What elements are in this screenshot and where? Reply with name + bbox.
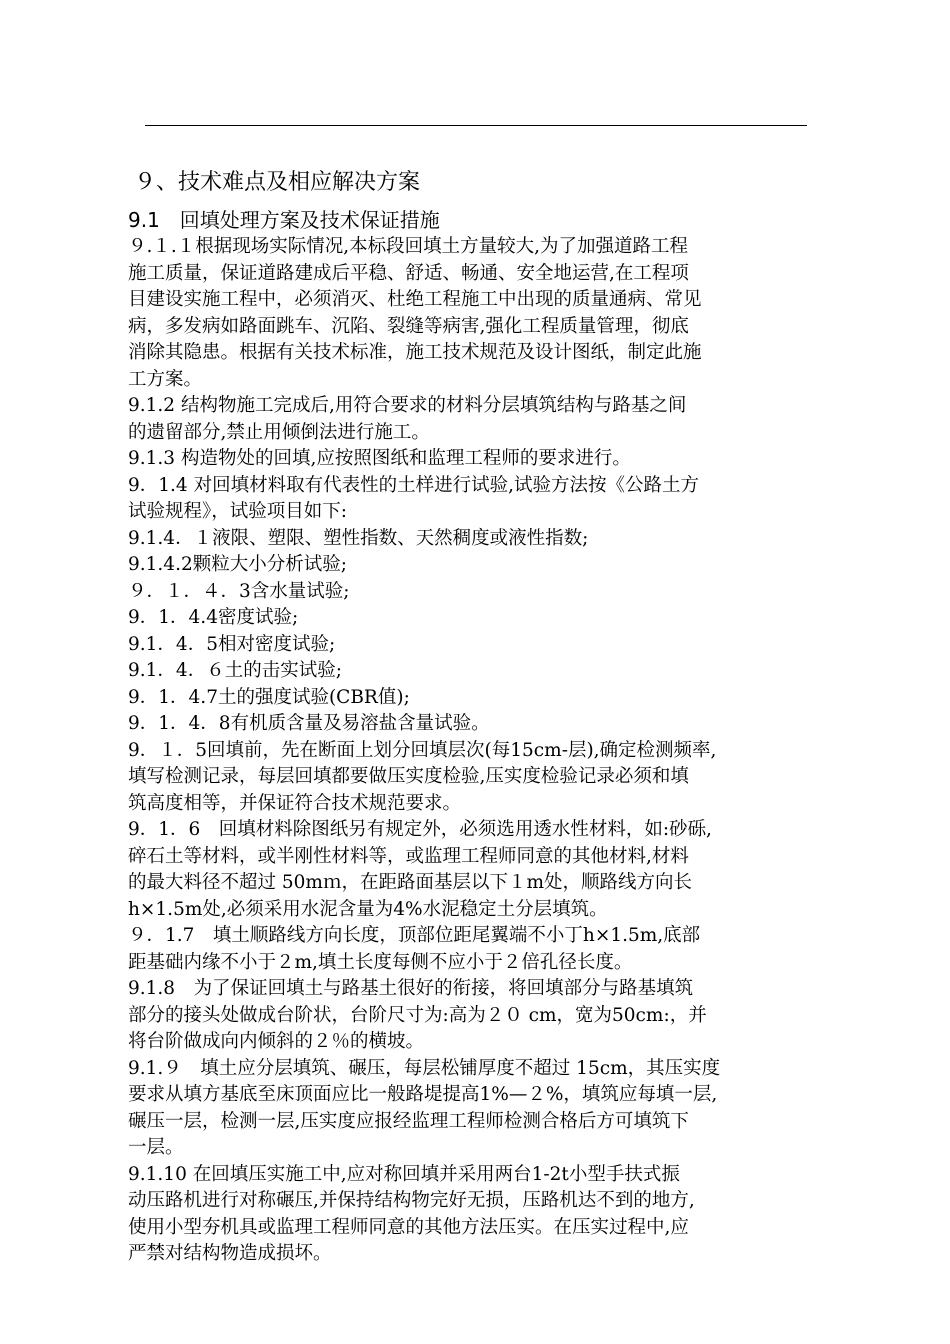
text-line: 筑高度相等，并保证符合技术规范要求。 <box>128 792 462 814</box>
text-line: h×1.5m处,必须采用水泥含量为4%水泥稳定土分层填筑。 <box>128 898 608 920</box>
text-line: 病，多发病如路面跳车、沉陷、裂缝等病害,强化工程质量管理，彻底 <box>128 315 689 337</box>
text-line: 9.1.4.2颗粒大小分析试验; <box>128 554 347 575</box>
text-line: 的最大料径不超过 50mｍ，在距路面基层以下１m处，顺路线方向长 <box>128 872 693 893</box>
text-line: 9．1．6 回填材料除图纸另有规定外，必须选用透水性材料，如:砂砾, <box>128 819 712 840</box>
text-line: 消除其隐患。根据有关技术标准，施工技术规范及设计图纸，制定此施 <box>128 342 702 363</box>
text-line: ９.１.１根据现场实际情况,本标段回填土方量较大,为了加强道路工程 <box>128 236 689 257</box>
text-line: 9.1．4．６土的击实试验; <box>128 660 342 681</box>
paragraph-lines <box>128 234 840 1268</box>
text-line: 严禁对结构物造成损坏。 <box>128 1243 332 1264</box>
text-line: 动压路机进行对称碾压,并保持结构物完好无损，压路机达不到的地方, <box>128 1190 695 1211</box>
subsection-title: 9.1 回填处理方案及技术保证措施 <box>128 208 440 232</box>
text-line: 9.1.10 在回填压实施工中,应对称回填并采用两台1-2t小型手扶式振 <box>128 1163 680 1185</box>
text-line: 工方案。 <box>128 368 203 390</box>
text-line: 9．1．4.4密度试验; <box>128 607 299 628</box>
text-line: 一层。 <box>128 1137 184 1158</box>
text-line: 填写检测记录，每层回填都要做压实度检验,压实度检验记录必须和填 <box>128 766 689 787</box>
text-line: 9.1.2 结构物施工完成后,用符合要求的材料分层填筑结构与路基之间 <box>128 395 687 416</box>
text-line: ９．1.7 填土顺路线方向长度，顶部位距尾翼端不小丁h×1.5m,底部 <box>128 925 701 946</box>
text-line: 9.1．4．5相对密度试验; <box>128 633 336 655</box>
text-line: 试验规程》，试验项目如下: <box>128 501 347 522</box>
text-line: ９．１．４．3含水量试验; <box>128 580 350 602</box>
text-line: 9.1.4．１液限、塑限、塑性指数、天然稠度或液性指数; <box>128 527 589 549</box>
text-line: 碾压一层，检测一层,压实度应报经监理工程师检测合格后方可填筑下 <box>128 1110 689 1132</box>
text-line: 9．1.4 对回填材料取有代表性的土样进行试验,试验方法按《公路土方 <box>128 474 699 496</box>
text-line: 使用小型夯机具或监理工程师同意的其他方法压实。在压实过程中,应 <box>128 1216 689 1238</box>
header-rule <box>145 125 807 126</box>
text-line: 部分的接头处做成台阶状，台阶尺寸为:高为２０ cm，宽为50cm:，并 <box>128 1004 707 1026</box>
text-line: 9.1.3 构造物处的回填,应按照图纸和监理工程师的要求进行。 <box>128 448 631 469</box>
text-line: 9.1.8 为了保证回填土与路基土很好的衔接，将回填部分与路基填筑 <box>128 978 694 999</box>
text-line: 要求从填方基底至床顶面应比一般路堤提高1%—２%，填筑应每填一层, <box>128 1084 718 1105</box>
text-line: 施工质量，保证道路建成后平稳、舒适、畅通、安全地运营,在工程项 <box>128 262 689 284</box>
document-body <box>128 168 840 1268</box>
text-line: 碎石土等材料，或半刚性材料等，或监理工程师同意的其他材料,材料 <box>128 845 689 867</box>
text-line: 目建设实施工程中，必须消灭、杜绝工程施工中出现的质量通病、常见 <box>128 289 702 310</box>
text-line: 9．1．4．8有机质含量及易溶盐含量试验。 <box>128 713 490 734</box>
text-line: 9．1．4.7土的强度试验(CBR值); <box>128 686 410 708</box>
text-line: 将台阶做成向内倾斜的２％的横坡。 <box>128 1031 425 1052</box>
text-line: 9.1.９ 填土应分层填筑、碾压，每层松铺厚度不超过 15cm，其压实度 <box>128 1057 721 1079</box>
text-line: 的遗留部分,禁止用倾倒法进行施工。 <box>128 421 430 443</box>
section-title: ９、技术难点及相应解决方案 <box>134 170 421 195</box>
text-line: 9．１．5回填前，先在断面上划分回填层次(每15cm-层),确定检测频率, <box>128 739 717 761</box>
text-line: 距基础内缘不小于２m,填土长度每侧不应小于２倍孔径长度。 <box>128 951 633 973</box>
